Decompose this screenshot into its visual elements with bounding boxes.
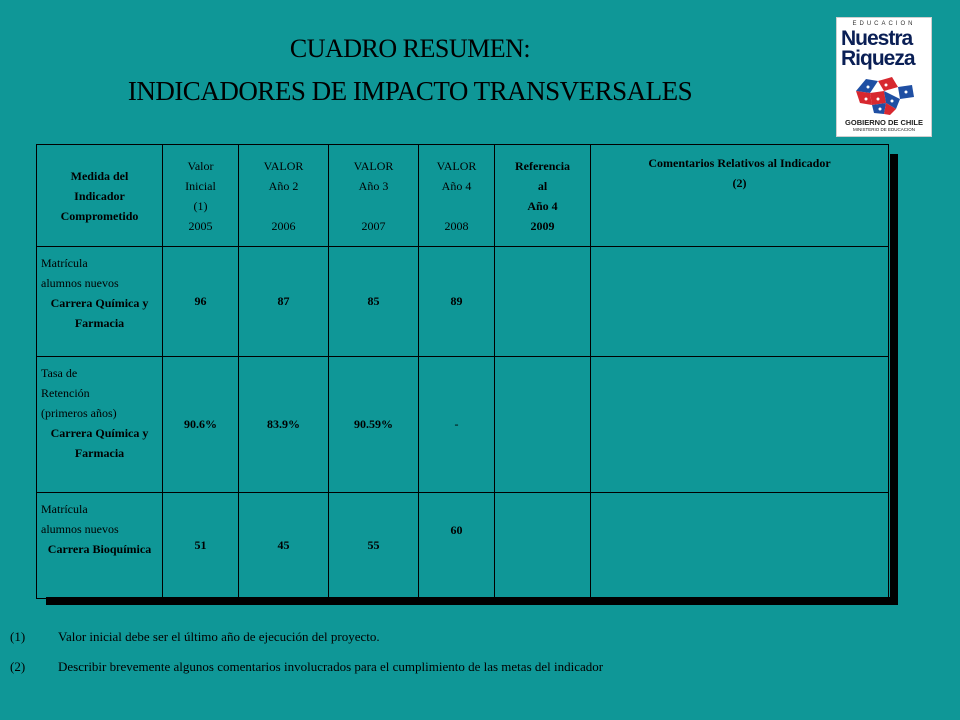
header-line: Indicador (74, 188, 125, 203)
footnote-2-number: (2) (10, 659, 26, 674)
header-line (423, 196, 490, 216)
header-line: al (537, 178, 548, 193)
table-row (37, 357, 889, 493)
header-line: Año 3 (358, 178, 389, 193)
header-anio-3 (329, 145, 419, 247)
header-line: Año 2 (268, 178, 299, 193)
page-subtitle: INDICADORES DE IMPACTO TRANSVERSALES (127, 76, 693, 106)
footnote-1 (10, 629, 380, 645)
indicator-table (36, 144, 889, 599)
table-shadow-right (890, 154, 898, 598)
table-header-row (37, 145, 889, 247)
value-2007: 85 (329, 247, 419, 357)
footnote-2-text: Describir brevemente algunos comentarios involucrados para el cumplimiento de las metas del indicador (58, 659, 604, 674)
header-line: Inicial (185, 178, 216, 193)
value-2009-reference (495, 357, 591, 493)
header-line: Año 4 (527, 198, 558, 213)
value-2009-reference (495, 247, 591, 357)
footnote-1-text: Valor inicial debe ser el último año de ejecución del proyecto. (58, 629, 380, 644)
logo-brand-line1: Nuestra (841, 27, 913, 50)
header-line: 2005 (188, 218, 213, 233)
indicator-name-line: (primeros años) (41, 406, 117, 420)
indicator-name-line: Tasa de (41, 366, 78, 380)
table-row (37, 247, 889, 357)
ministry-logo (836, 17, 932, 137)
page-title: CUADRO RESUMEN: (289, 34, 531, 63)
indicator-label (37, 493, 163, 599)
header-line: 2008 (444, 218, 469, 233)
header-line: Comentarios Relativos al Indicador (648, 156, 831, 170)
indicator-name-line: Matrícula (41, 502, 88, 516)
indicator-career: Carrera Bioquímica (47, 542, 152, 556)
value-2006: 87 (239, 247, 329, 357)
chile-emblem-icon (851, 74, 917, 116)
value-2008: - (419, 357, 495, 493)
header-line: VALOR (353, 158, 394, 173)
value-2006: 83.9% (239, 357, 329, 493)
header-line: (1) (193, 198, 208, 213)
indicator-label (37, 247, 163, 357)
footnote-1-number: (1) (10, 629, 26, 644)
header-line (333, 196, 414, 216)
table-row (37, 493, 889, 599)
header-line: 2009 (530, 218, 555, 233)
value-2005: 51 (163, 493, 239, 599)
logo-gov-text: GOBIERNO DE CHILE (845, 118, 923, 127)
header-comentarios (591, 145, 889, 247)
header-anio-2 (239, 145, 329, 247)
header-line: Comprometido (60, 208, 139, 223)
value-2006: 45 (239, 493, 329, 599)
footnote-2 (10, 659, 603, 675)
indicator-career: Carrera Química y Farmacia (50, 426, 149, 460)
header-medida (37, 145, 163, 247)
header-line: Referencia (514, 158, 571, 173)
value-2005: 96 (163, 247, 239, 357)
logo-brand-line2: Riqueza (841, 47, 915, 70)
header-valor-inicial (163, 145, 239, 247)
header-line: Valor (187, 158, 214, 173)
value-2009-reference (495, 493, 591, 599)
comment-cell (591, 493, 889, 599)
indicator-name-line: Retención (41, 386, 90, 400)
value-2007: 55 (329, 493, 419, 599)
header-line (243, 196, 324, 216)
indicator-name-line: alumnos nuevos (41, 276, 119, 290)
value-2005: 90.6% (163, 357, 239, 493)
header-referencia (495, 145, 591, 247)
comment-cell (591, 247, 889, 357)
header-line: (2) (732, 176, 747, 190)
header-anio-4 (419, 145, 495, 247)
header-line: Medida del (70, 168, 129, 183)
logo-top-text: EDUCACION (852, 21, 916, 27)
comment-cell (591, 357, 889, 493)
value-2007: 90.59% (329, 357, 419, 493)
header-line: VALOR (263, 158, 304, 173)
header-line: 2007 (361, 218, 386, 233)
indicator-career: Carrera Química y Farmacia (50, 296, 149, 330)
value-2008: 60 (419, 493, 495, 599)
logo-ministry-text: MINISTERIO DE EDUCACION (852, 127, 915, 132)
header-line: Año 4 (441, 178, 472, 193)
indicator-label (37, 357, 163, 493)
header-line: VALOR (436, 158, 477, 173)
indicator-name-line: alumnos nuevos (41, 522, 119, 536)
value-2008: 89 (419, 247, 495, 357)
header-line: 2006 (271, 218, 296, 233)
indicator-name-line: Matrícula (41, 256, 88, 270)
